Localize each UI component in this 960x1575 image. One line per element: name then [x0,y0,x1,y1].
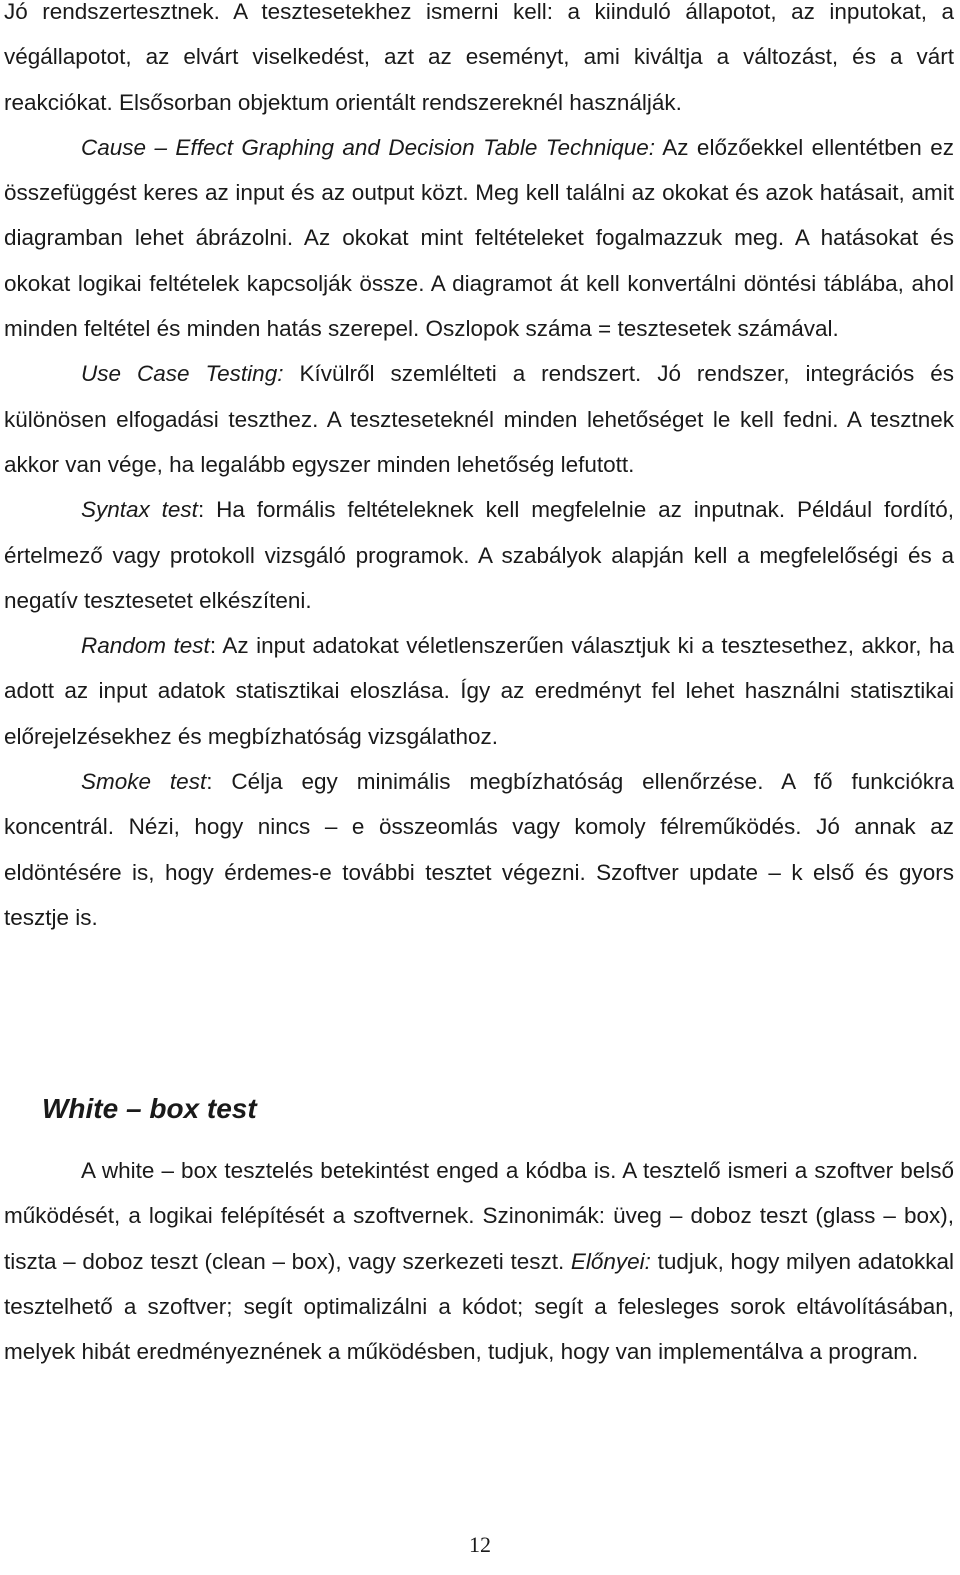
paragraph-white-box [4,1148,954,1374]
section-heading: White – box test [42,1093,257,1124]
paragraph-smoke-test [4,759,954,940]
paragraph-text: Kívülről szemlélteti a rendszert. Jó rendszer, integrációs és különösen elfogadási teszthez. A teszteseteknél minden lehetőséget le kell fedni. A tesztnek akkor van vége, ha legalább egyszer minden lehetőség lefutott. [4,361,955,477]
paragraph-use-case [4,351,954,487]
paragraph-lead: Előnyei: [570,1248,651,1274]
section-body [4,1148,954,1374]
paragraph-cause-effect [4,125,954,351]
page-number: 12 [469,1532,491,1557]
paragraph-intro [4,0,954,125]
paragraph-lead: Syntax test [81,497,198,523]
paragraph-text: : Célja egy minimális megbízhatóság ellenőrzése. A fő funkciókra koncentrál. Nézi, hogy nincs – e összeomlás vagy komoly félreműködés. Jó annak az eldöntésére is, hogy érdemes-e további tesztet végezni. Szoftver update – k első és gyors tesztje is. [4,769,954,930]
paragraph-lead: Cause – Effect Graphing and Decision Table Technique: [81,134,656,160]
paragraph-text: A white – box tesztelés betekintést enged a kódba is. A tesztelő ismeri a szoftver belső működését, a logikai felépítését a szoftvernek. Szinonimák: üveg – doboz teszt (glass – box), tiszta – doboz teszt (clean – box), vagy szerkezeti teszt. [4,1158,954,1274]
paragraph-lead: Random test [81,633,210,659]
paragraph-lead: Smoke test [81,769,207,795]
paragraph-random-test [4,623,954,759]
paragraph-text: tudjuk, hogy milyen adatokkal tesztelhető a szoftver; segít optimalizálni a kódot; segít a felesleges sorok eltávolításában, melyek hibát eredményeznének a működésben, tudjuk, hogy van implementálva a program. [4,1248,954,1365]
paragraph-text: Jó rendszertesztnek. A tesztesetekhez ismerni kell: a kiinduló állapotot, az inputokat, a végállapotot, az elvárt viselkedést, azt az eseményt, ami kiváltja a változást, és a várt reakciókat. Elsősorban objektum orientált rendszereknél használják. [4,0,954,115]
paragraph-text: : Az input adatokat véletlenszerűen választjuk ki a tesztesethez, akkor, ha adott az input adatok statisztikai eloszlása. Így az eredményt fel lehet használni statisztikai előrejelzésekhez és megbízhatóság vizsgálathoz. [4,633,955,749]
paragraph-text: : Ha formális feltételeknek kell megfelelnie az inputnak. Például fordító, értelmező vagy protokoll vizsgáló programok. A szabályok alapján kell a megfelelőségi és a negatív tesztesetet elkészíteni. [4,497,954,613]
paragraph-text: Az előzőekkel ellentétben ez összefüggést keres az input és az output közt. Meg kell találni az okokat és azok hatásait, amit diagramban lehet ábrázolni. Az okokat mint feltételeket fogalmazzuk meg. A hatásokat és okokat logikai feltételek kapcsolják össze. A diagramot át kell konvertálni döntési táblába, ahol minden feltétel és minden hatás szerepel. Oszlopok száma = tesztesetek számával. [4,134,954,342]
paragraph-syntax-test [4,487,954,623]
paragraph-lead: Use Case Testing: [81,361,284,387]
